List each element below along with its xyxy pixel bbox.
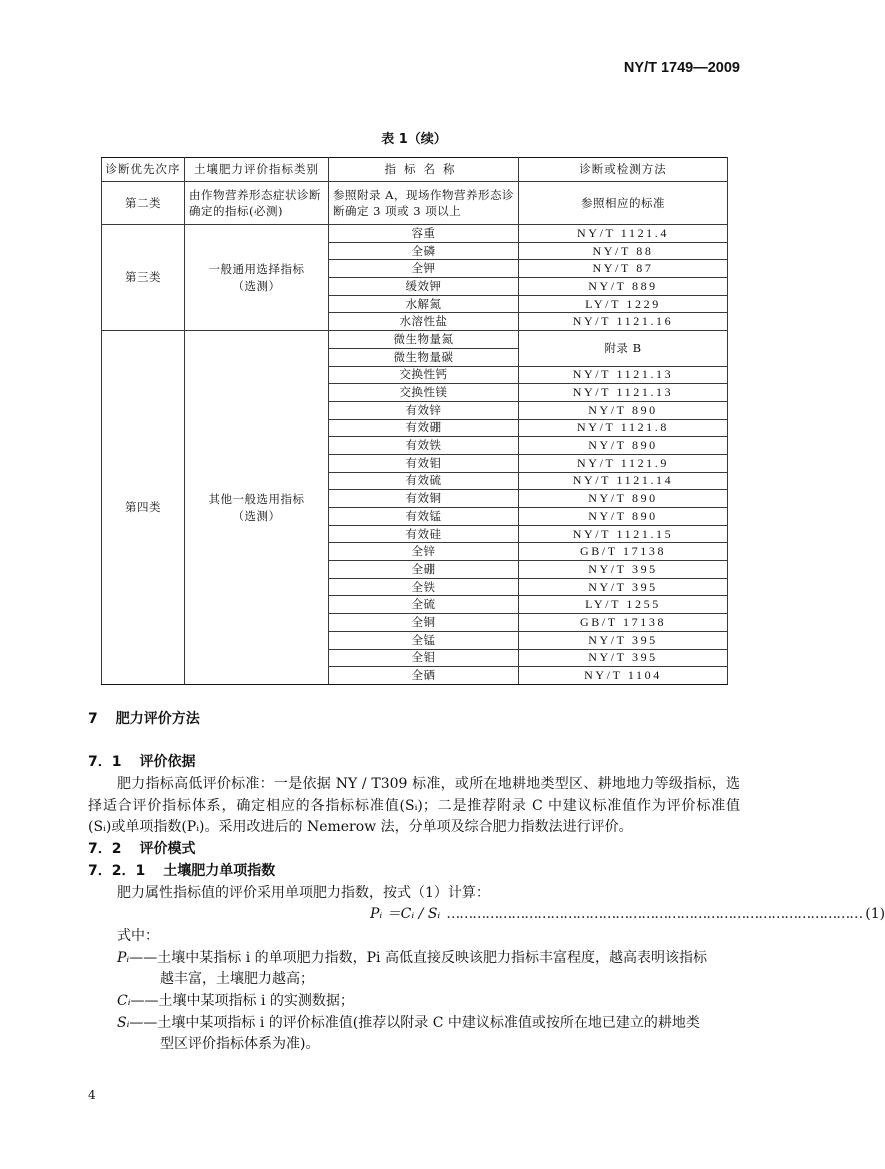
- section-7: [88, 709, 885, 1056]
- test-method: 附录 B: [519, 331, 728, 366]
- category-class-2: [185, 182, 329, 225]
- test-method: NY/T 88: [519, 242, 728, 260]
- formula-expression: Pᵢ ＝Cᵢ / Sᵢ: [370, 906, 441, 923]
- column-header-priority: 诊断优先次序: [102, 158, 185, 182]
- test-method: NY/T 1121.16: [519, 313, 728, 331]
- where-label: 式中：: [117, 927, 159, 944]
- definition-symbol: Cᵢ: [117, 992, 131, 1009]
- test-method: NY/T 87: [519, 260, 728, 278]
- category-line: （选测）: [232, 508, 281, 523]
- heading-title: 评价模式: [139, 841, 196, 858]
- heading-7-2-1: [88, 861, 740, 883]
- test-method: NY/T 1121.8: [519, 419, 728, 437]
- indicator-name: 交换性镁: [329, 384, 519, 402]
- definition-symbol: Sᵢ: [117, 1014, 130, 1031]
- heading-number: 7．2．1: [88, 862, 146, 879]
- method-class-2: 参照相应的标准: [519, 182, 728, 225]
- indicator-name: 水解氮: [329, 295, 519, 313]
- category-line: （选测）: [232, 278, 281, 293]
- test-method: NY/T 890: [519, 401, 728, 419]
- heading-7: [88, 709, 740, 731]
- category-line: 确定的指标(必测): [189, 204, 283, 218]
- category-line: 其他一般选用指标: [208, 491, 305, 506]
- definition-c: [88, 991, 740, 1013]
- indicator-line: 断确定 3 项或 3 项以上: [333, 204, 462, 218]
- equation-number: (1): [865, 906, 885, 923]
- heading-number: 7: [88, 711, 98, 727]
- table-caption: 表 1（续）: [381, 132, 447, 147]
- formula-intro: 肥力属性指标值的评价采用单项肥力指数，按式（1）计算：: [117, 884, 490, 901]
- indicator-name: 全硫: [329, 596, 519, 614]
- test-method: NY/T 1121.9: [519, 454, 728, 472]
- indicator-class-2: [329, 182, 519, 225]
- indicator-name: 全钾: [329, 260, 519, 278]
- test-method: GB/T 17138: [519, 543, 728, 561]
- table-header-row: [102, 158, 728, 182]
- category-line: 由作物营养形态症状诊断: [189, 188, 321, 202]
- heading-7-1: [88, 752, 740, 774]
- indicator-line: 参照附录 A，现场作物营养形态诊: [333, 188, 514, 202]
- test-method: NY/T 395: [519, 649, 728, 667]
- indicator-name: 全硒: [329, 667, 519, 685]
- category-line: 一般通用选择指标: [208, 261, 305, 276]
- indicator-name: 微生物量氮: [329, 331, 519, 349]
- indicator-name: 微生物量碳: [329, 348, 519, 366]
- indicator-name: 交换性钙: [329, 366, 519, 384]
- standard-code-header: NY/T 1749—2009: [623, 60, 740, 76]
- definition-continuation: 型区评价指标体系为准)。: [160, 1036, 320, 1053]
- indicator-name: 有效硫: [329, 472, 519, 490]
- paragraph-line: (Sᵢ)或单项指数(Pᵢ)。采用改进后的 Nemerow 法，分单项及综合肥力指数法进行评价。: [88, 819, 633, 836]
- definition-p: [88, 948, 740, 970]
- definition-s: [88, 1013, 740, 1035]
- heading-number: 7．1: [88, 754, 122, 771]
- indicator-name: 全锌: [329, 543, 519, 561]
- table-row: [102, 225, 728, 243]
- indicator-name: 全硼: [329, 561, 519, 579]
- test-method: NY/T 395: [519, 631, 728, 649]
- indicator-name: 有效铜: [329, 490, 519, 508]
- test-method: NY/T 890: [519, 437, 728, 455]
- test-method: NY/T 1121.15: [519, 525, 728, 543]
- heading-title: 肥力评价方法: [115, 711, 200, 727]
- indicator-name: 有效铁: [329, 437, 519, 455]
- indicator-name: 有效硅: [329, 525, 519, 543]
- table-row-class-2: [102, 182, 728, 225]
- paragraph-line: 肥力指标高低评价标准：一是依据 NY / T309 标准，或所在地耕地类型区、耕地地力等级指标，选: [117, 776, 740, 793]
- definition-symbol: Pᵢ: [117, 949, 130, 966]
- priority-class-3: 第三类: [102, 225, 185, 331]
- indicator-name: 全锰: [329, 631, 519, 649]
- column-header-category: 土壤肥力评价指标类别: [185, 158, 329, 182]
- category-class-3: [185, 225, 329, 331]
- indicator-name: 全钼: [329, 649, 519, 667]
- column-header-indicator: 指标名称: [329, 158, 519, 182]
- indicator-name: 有效硼: [329, 419, 519, 437]
- category-class-4: [185, 331, 329, 685]
- test-method: NY/T 395: [519, 561, 728, 579]
- indicator-name: 全铜: [329, 614, 519, 632]
- test-method: LY/T 1255: [519, 596, 728, 614]
- fertility-indicator-table: [101, 157, 728, 685]
- heading-number: 7．2: [88, 841, 122, 858]
- indicator-name: 有效钼: [329, 454, 519, 472]
- test-method: NY/T 395: [519, 578, 728, 596]
- test-method: NY/T 890: [519, 490, 728, 508]
- definition-text: ——土壤中某项指标 i 的实测数据；: [130, 992, 354, 1009]
- heading-7-2: [88, 839, 740, 861]
- indicator-name: 全磷: [329, 242, 519, 260]
- priority-class-2: 第二类: [102, 182, 185, 225]
- test-method: LY/T 1229: [519, 295, 728, 313]
- test-method: NY/T 1121.13: [519, 384, 728, 402]
- indicator-name: 缓效钾: [329, 278, 519, 296]
- heading-title: 土壤肥力单项指数: [163, 862, 276, 879]
- indicator-name: 容重: [329, 225, 519, 243]
- indicator-name: 全铁: [329, 578, 519, 596]
- definition-text: ——土壤中某项指标 i 的评价标准值(推荐以附录 C 中建议标准值或按所在地已建立的耕地类: [129, 1014, 700, 1031]
- test-method: GB/T 17138: [519, 614, 728, 632]
- heading-title: 评价依据: [139, 754, 196, 771]
- indicator-name: 水溶性盐: [329, 313, 519, 331]
- priority-class-4: 第四类: [102, 331, 185, 685]
- definition-text: ——土壤中某指标 i 的单项肥力指数，Pi 高低直接反映该肥力指标丰富程度，越高表明该指标: [129, 949, 707, 966]
- test-method: NY/T 1121.13: [519, 366, 728, 384]
- test-method: NY/T 1121.4: [519, 225, 728, 243]
- page-number: 4: [88, 1088, 96, 1102]
- formula-1: [88, 904, 885, 926]
- indicator-name: 有效锰: [329, 508, 519, 526]
- definition-continuation: 越丰富，土壤肥力越高；: [160, 971, 314, 988]
- test-method: NY/T 889: [519, 278, 728, 296]
- indicator-name: 有效锌: [329, 401, 519, 419]
- dot-leader: ……………………………………………………………………………………: [446, 906, 863, 923]
- paragraph-line: 择适合评价指标体系，确定相应的各指标标准值(Sᵢ)；二是推荐附录 C 中建议标准值作为评价标准值: [88, 797, 740, 814]
- test-method: NY/T 1121.14: [519, 472, 728, 490]
- test-method: NY/T 1104: [519, 667, 728, 685]
- column-header-method: 诊断或检测方法: [519, 158, 728, 182]
- test-method: NY/T 890: [519, 508, 728, 526]
- table-row: [102, 331, 728, 349]
